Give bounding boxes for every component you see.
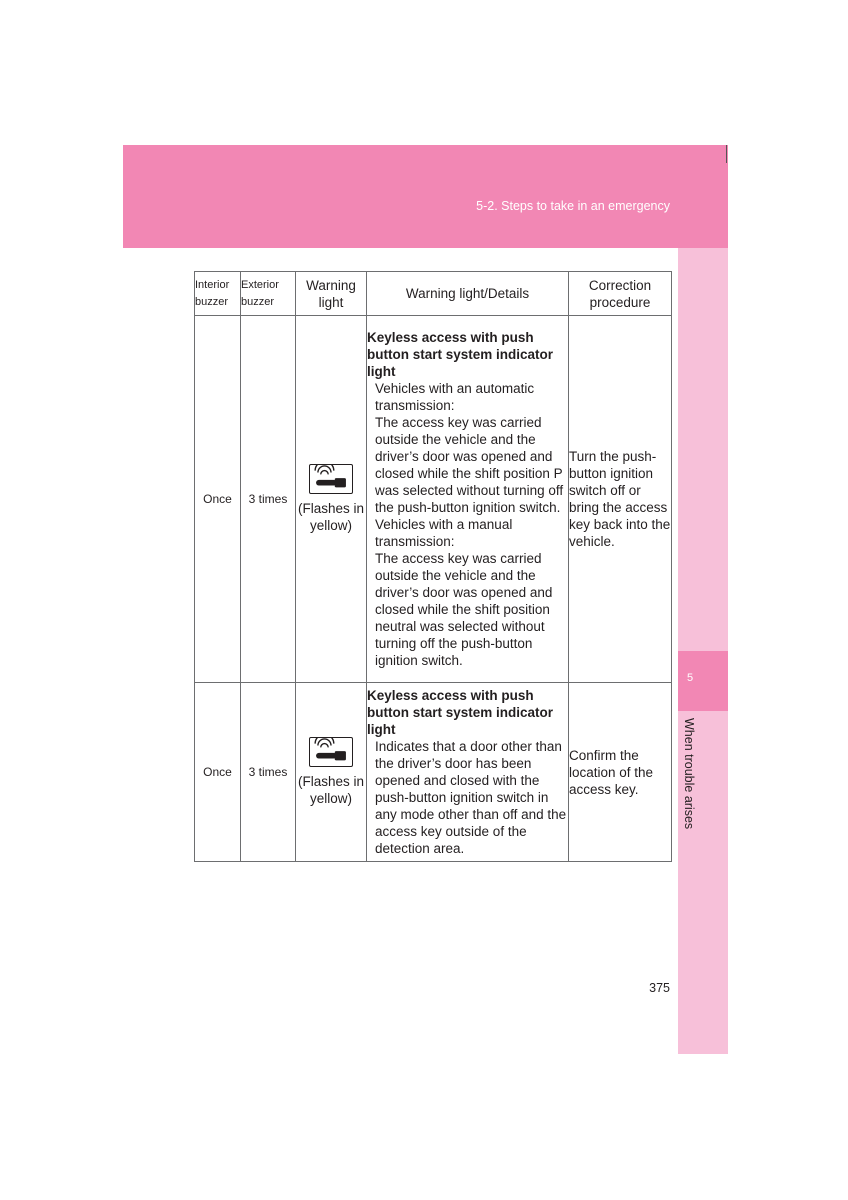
warning-table bbox=[194, 271, 672, 862]
warning-light-cell bbox=[296, 316, 367, 683]
interior-buzzer-cell: Once bbox=[195, 683, 241, 862]
flash-note: (Flashes in yellow) bbox=[297, 501, 365, 533]
correction-cell: Confirm the location of the access key. bbox=[569, 683, 672, 862]
table-row bbox=[195, 316, 672, 683]
header-band bbox=[123, 145, 728, 248]
correction-cell: Turn the push-button ignition switch off or bring the access key back into the vehicle. bbox=[569, 316, 672, 683]
header-details: Warning light/Details bbox=[367, 272, 569, 316]
details-title: Keyless access with push button start system indicator light bbox=[367, 330, 554, 379]
crop-mark-top bbox=[726, 145, 727, 163]
chapter-tab bbox=[678, 651, 728, 711]
interior-buzzer-cell: Once bbox=[195, 316, 241, 683]
details-line: The access key was carried outside the vehicle and the driver’s door was opened and closed while the shift position neutral was selected without turning off the push-button ignition switch. bbox=[375, 551, 553, 668]
smart-key-indicator-icon bbox=[309, 737, 353, 767]
flash-note: (Flashes in yellow) bbox=[297, 774, 365, 806]
exterior-buzzer-cell: 3 times bbox=[241, 683, 296, 862]
table-header-row bbox=[195, 272, 672, 316]
details-line: Indicates that a door other than the driver’s door has been opened and closed with the push-button ignition switch in any mode other than off and the access key outside of the detection area. bbox=[375, 739, 567, 856]
header-correction: Correction procedure bbox=[569, 272, 672, 316]
details-line: Vehicles with a manual transmission: bbox=[375, 517, 513, 549]
details-cell bbox=[367, 683, 569, 862]
header-interior-buzzer: Interior buzzer bbox=[195, 272, 241, 316]
header-exterior-buzzer: Exterior buzzer bbox=[241, 272, 296, 316]
header-warning-light: Warning light bbox=[296, 272, 367, 316]
smart-key-indicator-icon bbox=[309, 464, 353, 494]
section-title: 5-2. Steps to take in an emergency bbox=[476, 199, 670, 213]
exterior-buzzer-cell: 3 times bbox=[241, 316, 296, 683]
details-cell bbox=[367, 316, 569, 683]
details-line: Vehicles with an automatic transmission: bbox=[375, 381, 535, 413]
details-title: Keyless access with push button start system indicator light bbox=[367, 688, 554, 737]
chapter-number: 5 bbox=[687, 672, 694, 684]
page-number: 375 bbox=[649, 981, 670, 995]
table-row bbox=[195, 683, 672, 862]
chapter-title: When trouble arises bbox=[682, 718, 696, 830]
details-line: The access key was carried outside the vehicle and the driver’s door was opened and closed while the shift position P was selected without turning off the push-button ignition switch. bbox=[375, 415, 564, 515]
warning-light-cell bbox=[296, 683, 367, 862]
